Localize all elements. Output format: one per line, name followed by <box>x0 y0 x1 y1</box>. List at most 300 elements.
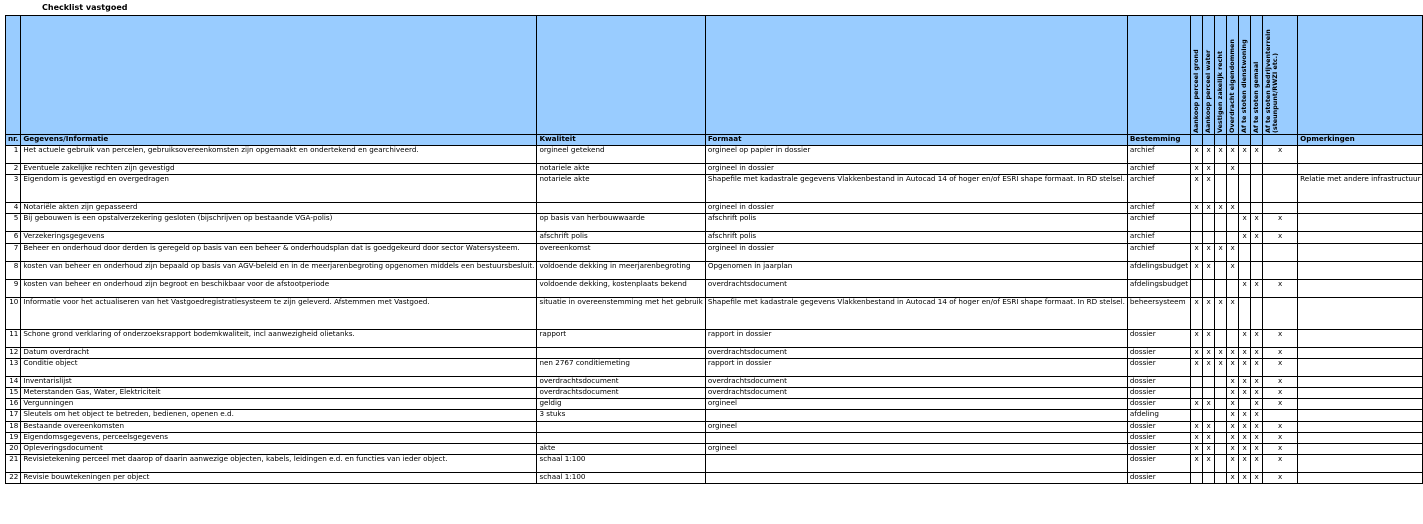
cell-check-5[interactable]: x <box>1251 329 1263 347</box>
cell-check-1[interactable]: x <box>1203 146 1215 164</box>
cell-check-1[interactable]: x <box>1203 203 1215 214</box>
cell-bestemming[interactable]: archief <box>1127 164 1190 175</box>
cell-check-0[interactable]: x <box>1191 358 1203 376</box>
cell-formaat[interactable]: Shapefile met kadastrale gegevens Vlakkenbestand in Autocad 14 of hoger en/of ESRI shape formaat. In RD stelsel. <box>705 175 1127 203</box>
cell-check-6[interactable]: x <box>1263 455 1298 473</box>
cell-nr[interactable]: 9 <box>6 279 21 297</box>
cell-opmerkingen[interactable] <box>1298 329 1423 347</box>
cell-check-4[interactable] <box>1239 261 1251 279</box>
cell-check-3[interactable]: x <box>1227 376 1239 387</box>
cell-check-3[interactable]: x <box>1227 421 1239 432</box>
cell-check-2[interactable] <box>1215 232 1227 243</box>
header-kwaliteit: Kwaliteit <box>537 135 705 146</box>
cell-kwaliteit[interactable]: voldoende dekking in meerjarenbegroting <box>537 261 705 279</box>
cell-formaat[interactable] <box>705 473 1127 484</box>
cell-kwaliteit[interactable]: schaal 1:100 <box>537 455 705 473</box>
cell-formaat[interactable]: orgineel in dossier <box>705 203 1127 214</box>
cell-gegevens[interactable]: Inventarislijst <box>21 376 537 387</box>
cell-opmerkingen[interactable] <box>1298 279 1423 297</box>
cell-kwaliteit[interactable]: schaal 1:100 <box>537 473 705 484</box>
cell-check-2[interactable]: x <box>1215 358 1227 376</box>
cell-check-6[interactable] <box>1263 164 1298 175</box>
cell-check-3[interactable]: x <box>1227 243 1239 261</box>
cell-bestemming[interactable]: archief <box>1127 175 1190 203</box>
cell-check-6[interactable]: x <box>1263 473 1298 484</box>
cell-check-5[interactable]: x <box>1251 443 1263 454</box>
header-check-3: Overdracht eigendommen <box>1227 16 1239 135</box>
cell-check-1[interactable]: x <box>1203 261 1215 279</box>
cell-nr[interactable]: 5 <box>6 214 21 232</box>
cell-formaat[interactable]: Opgenomen in jaarplan <box>705 261 1127 279</box>
cell-check-0[interactable] <box>1191 410 1203 421</box>
cell-opmerkingen[interactable] <box>1298 261 1423 279</box>
cell-check-2[interactable]: x <box>1215 347 1227 358</box>
cell-opmerkingen[interactable] <box>1298 358 1423 376</box>
cell-check-3[interactable]: x <box>1227 432 1239 443</box>
table-row <box>6 347 1423 358</box>
cell-check-4[interactable]: x <box>1239 329 1251 347</box>
header-nr: nr. <box>6 135 21 146</box>
cell-check-3[interactable]: x <box>1227 399 1239 410</box>
cell-bestemming[interactable]: dossier <box>1127 473 1190 484</box>
cell-check-5[interactable] <box>1251 164 1263 175</box>
cell-check-4[interactable] <box>1239 399 1251 410</box>
cell-check-5[interactable]: x <box>1251 358 1263 376</box>
cell-gegevens[interactable]: Bestaande overeenkomsten <box>21 421 537 432</box>
table-row <box>6 421 1423 432</box>
cell-check-0[interactable] <box>1191 387 1203 398</box>
cell-formaat[interactable]: orgineel in dossier <box>705 164 1127 175</box>
cell-formaat[interactable]: orgineel <box>705 421 1127 432</box>
cell-kwaliteit[interactable]: situatie in overeenstemming met het gebruik <box>537 297 705 329</box>
cell-check-1[interactable]: x <box>1203 399 1215 410</box>
cell-kwaliteit[interactable]: op basis van herbouwwaarde <box>537 214 705 232</box>
cell-check-0[interactable] <box>1191 376 1203 387</box>
cell-formaat[interactable]: orgineel op papier in dossier <box>705 146 1127 164</box>
cell-nr[interactable]: 15 <box>6 387 21 398</box>
cell-check-6[interactable]: x <box>1263 399 1298 410</box>
cell-check-6[interactable] <box>1263 410 1298 421</box>
cell-kwaliteit[interactable]: notariele akte <box>537 175 705 203</box>
cell-check-4[interactable] <box>1239 203 1251 214</box>
cell-nr[interactable]: 1 <box>6 146 21 164</box>
cell-check-3[interactable] <box>1227 279 1239 297</box>
cell-check-4[interactable]: x <box>1239 358 1251 376</box>
cell-check-1[interactable]: x <box>1203 243 1215 261</box>
cell-check-3[interactable]: x <box>1227 387 1239 398</box>
cell-bestemming[interactable]: dossier <box>1127 329 1190 347</box>
cell-formaat[interactable]: orgineel <box>705 399 1127 410</box>
cell-check-0[interactable]: x <box>1191 455 1203 473</box>
cell-check-2[interactable] <box>1215 455 1227 473</box>
cell-kwaliteit[interactable]: overeenkomst <box>537 243 705 261</box>
cell-check-6[interactable] <box>1263 261 1298 279</box>
cell-bestemming[interactable]: dossier <box>1127 455 1190 473</box>
cell-gegevens[interactable]: Eigendomsgegevens, perceelsgegevens <box>21 432 537 443</box>
cell-kwaliteit[interactable]: notariele akte <box>537 164 705 175</box>
cell-kwaliteit[interactable]: overdrachtsdocument <box>537 387 705 398</box>
cell-check-1[interactable]: x <box>1203 443 1215 454</box>
cell-gegevens[interactable]: Datum overdracht <box>21 347 537 358</box>
cell-check-6[interactable]: x <box>1263 432 1298 443</box>
cell-nr[interactable]: 4 <box>6 203 21 214</box>
cell-formaat[interactable]: rapport in dossier <box>705 358 1127 376</box>
cell-gegevens[interactable]: Conditie object <box>21 358 537 376</box>
cell-check-0[interactable]: x <box>1191 347 1203 358</box>
cell-check-4[interactable] <box>1239 175 1251 203</box>
cell-check-4[interactable] <box>1239 297 1251 329</box>
cell-check-1[interactable]: x <box>1203 455 1215 473</box>
cell-check-5[interactable]: x <box>1251 399 1263 410</box>
cell-check-1[interactable] <box>1203 232 1215 243</box>
cell-bestemming[interactable]: archief <box>1127 146 1190 164</box>
cell-gegevens[interactable]: Vergunningen <box>21 399 537 410</box>
header-check-5: Af te stoten gemaal <box>1251 16 1263 135</box>
cell-check-2[interactable] <box>1215 421 1227 432</box>
cell-bestemming[interactable]: dossier <box>1127 387 1190 398</box>
cell-check-4[interactable]: x <box>1239 279 1251 297</box>
cell-gegevens[interactable]: Bij gebouwen is een opstalverzekering gesloten (bijschrijven op bestaande VGA-polis) <box>21 214 537 232</box>
cell-check-1[interactable]: x <box>1203 164 1215 175</box>
cell-check-4[interactable]: x <box>1239 376 1251 387</box>
cell-check-0[interactable]: x <box>1191 175 1203 203</box>
cell-check-2[interactable]: x <box>1215 146 1227 164</box>
cell-check-1[interactable] <box>1203 410 1215 421</box>
cell-check-0[interactable]: x <box>1191 399 1203 410</box>
cell-check-2[interactable]: x <box>1215 203 1227 214</box>
cell-check-4[interactable]: x <box>1239 387 1251 398</box>
cell-gegevens[interactable]: Verzekeringsgegevens <box>21 232 537 243</box>
cell-bestemming[interactable]: afdelingsbudget <box>1127 279 1190 297</box>
cell-check-3[interactable]: x <box>1227 164 1239 175</box>
cell-nr[interactable]: 10 <box>6 297 21 329</box>
cell-check-2[interactable] <box>1215 214 1227 232</box>
cell-gegevens[interactable]: kosten van beheer en onderhoud zijn begroot en beschikbaar voor de afstootperiode <box>21 279 537 297</box>
cell-check-4[interactable]: x <box>1239 347 1251 358</box>
cell-check-2[interactable] <box>1215 473 1227 484</box>
cell-opmerkingen[interactable] <box>1298 146 1423 164</box>
cell-formaat[interactable]: overdrachtsdocument <box>705 376 1127 387</box>
cell-check-5[interactable] <box>1251 297 1263 329</box>
header-check-6: Af te stoten bedrijventerrein (steunpunt/RWZI etc.) <box>1263 16 1298 135</box>
cell-check-5[interactable]: x <box>1251 232 1263 243</box>
cell-opmerkingen[interactable] <box>1298 232 1423 243</box>
cell-bestemming[interactable]: dossier <box>1127 399 1190 410</box>
cell-check-5[interactable]: x <box>1251 455 1263 473</box>
cell-check-1[interactable]: x <box>1203 421 1215 432</box>
cell-kwaliteit[interactable] <box>537 203 705 214</box>
cell-check-1[interactable] <box>1203 376 1215 387</box>
cell-gegevens[interactable]: Notariële akten zijn gepasseerd <box>21 203 537 214</box>
cell-opmerkingen[interactable] <box>1298 399 1423 410</box>
cell-kwaliteit[interactable]: nen 2767 conditiemeting <box>537 358 705 376</box>
cell-check-0[interactable]: x <box>1191 203 1203 214</box>
cell-check-6[interactable]: x <box>1263 376 1298 387</box>
cell-check-6[interactable]: x <box>1263 214 1298 232</box>
cell-check-3[interactable] <box>1227 329 1239 347</box>
cell-check-3[interactable]: x <box>1227 455 1239 473</box>
cell-opmerkingen[interactable] <box>1298 473 1423 484</box>
cell-gegevens[interactable]: Revisietekening perceel met daarop of daarin aanwezige objecten, kabels, leidingen e.d. en functies van ieder object. <box>21 455 537 473</box>
cell-nr[interactable]: 7 <box>6 243 21 261</box>
cell-bestemming[interactable]: dossier <box>1127 421 1190 432</box>
cell-nr[interactable]: 2 <box>6 164 21 175</box>
cell-check-4[interactable]: x <box>1239 443 1251 454</box>
cell-bestemming[interactable]: afdelingsbudget <box>1127 261 1190 279</box>
cell-check-3[interactable]: x <box>1227 410 1239 421</box>
cell-check-4[interactable]: x <box>1239 146 1251 164</box>
cell-check-5[interactable]: x <box>1251 214 1263 232</box>
cell-kwaliteit[interactable]: rapport <box>537 329 705 347</box>
cell-check-4[interactable]: x <box>1239 214 1251 232</box>
cell-check-1[interactable]: x <box>1203 329 1215 347</box>
cell-bestemming[interactable]: dossier <box>1127 432 1190 443</box>
cell-kwaliteit[interactable] <box>537 421 705 432</box>
cell-kwaliteit[interactable]: geldig <box>537 399 705 410</box>
cell-check-2[interactable]: x <box>1215 297 1227 329</box>
cell-bestemming[interactable]: archief <box>1127 203 1190 214</box>
cell-check-0[interactable] <box>1191 214 1203 232</box>
cell-check-6[interactable]: x <box>1263 421 1298 432</box>
cell-check-1[interactable]: x <box>1203 175 1215 203</box>
cell-formaat[interactable]: overdrachtsdocument <box>705 279 1127 297</box>
cell-formaat[interactable]: afschrift polis <box>705 214 1127 232</box>
cell-opmerkingen[interactable] <box>1298 432 1423 443</box>
cell-check-2[interactable] <box>1215 376 1227 387</box>
cell-check-5[interactable]: x <box>1251 279 1263 297</box>
cell-formaat[interactable]: overdrachtsdocument <box>705 387 1127 398</box>
cell-check-1[interactable] <box>1203 387 1215 398</box>
cell-check-5[interactable]: x <box>1251 421 1263 432</box>
cell-opmerkingen[interactable] <box>1298 455 1423 473</box>
cell-check-6[interactable]: x <box>1263 387 1298 398</box>
cell-gegevens[interactable]: Eventuele zakelijke rechten zijn gevestigd <box>21 164 537 175</box>
table-row <box>6 175 1423 203</box>
cell-bestemming[interactable]: dossier <box>1127 358 1190 376</box>
cell-opmerkingen[interactable] <box>1298 164 1423 175</box>
cell-check-2[interactable] <box>1215 387 1227 398</box>
cell-check-4[interactable]: x <box>1239 421 1251 432</box>
cell-gegevens[interactable]: Opleveringsdocument <box>21 443 537 454</box>
cell-kwaliteit[interactable] <box>537 432 705 443</box>
cell-nr[interactable]: 3 <box>6 175 21 203</box>
cell-opmerkingen[interactable] <box>1298 297 1423 329</box>
cell-formaat[interactable] <box>705 455 1127 473</box>
cell-nr[interactable]: 14 <box>6 376 21 387</box>
cell-check-6[interactable] <box>1263 203 1298 214</box>
table-row <box>6 432 1423 443</box>
cell-check-4[interactable]: x <box>1239 455 1251 473</box>
cell-check-1[interactable]: x <box>1203 432 1215 443</box>
cell-check-1[interactable]: x <box>1203 358 1215 376</box>
cell-check-2[interactable] <box>1215 443 1227 454</box>
cell-kwaliteit[interactable]: 3 stuks <box>537 410 705 421</box>
cell-check-0[interactable]: x <box>1191 243 1203 261</box>
cell-check-2[interactable] <box>1215 261 1227 279</box>
cell-formaat[interactable]: overdrachtsdocument <box>705 347 1127 358</box>
cell-opmerkingen[interactable] <box>1298 410 1423 421</box>
cell-check-6[interactable]: x <box>1263 146 1298 164</box>
cell-check-2[interactable] <box>1215 410 1227 421</box>
cell-opmerkingen[interactable] <box>1298 387 1423 398</box>
cell-check-4[interactable]: x <box>1239 410 1251 421</box>
cell-kwaliteit[interactable]: akte <box>537 443 705 454</box>
cell-formaat[interactable]: afschrift polis <box>705 232 1127 243</box>
cell-check-2[interactable] <box>1215 329 1227 347</box>
table-row <box>6 329 1423 347</box>
cell-check-3[interactable]: x <box>1227 443 1239 454</box>
table-row <box>6 261 1423 279</box>
cell-formaat[interactable]: orgineel <box>705 443 1127 454</box>
cell-gegevens[interactable]: Het actuele gebruik van percelen, gebruiksovereenkomsten zijn opgemaakt en ondertekend en gearchiveerd. <box>21 146 537 164</box>
cell-check-1[interactable] <box>1203 214 1215 232</box>
cell-check-3[interactable] <box>1227 214 1239 232</box>
cell-opmerkingen[interactable] <box>1298 214 1423 232</box>
cell-bestemming[interactable]: dossier <box>1127 443 1190 454</box>
cell-check-1[interactable] <box>1203 473 1215 484</box>
cell-opmerkingen[interactable]: Relatie met andere infrastructuur <box>1298 175 1423 203</box>
cell-nr[interactable]: 13 <box>6 358 21 376</box>
cell-opmerkingen[interactable] <box>1298 347 1423 358</box>
cell-check-4[interactable] <box>1239 243 1251 261</box>
cell-check-0[interactable]: x <box>1191 261 1203 279</box>
cell-check-5[interactable]: x <box>1251 387 1263 398</box>
cell-check-1[interactable]: x <box>1203 347 1215 358</box>
cell-gegevens[interactable]: Informatie voor het actualiseren van het Vastgoedregistratiesysteem te zijn geleverd. Afstemmen met Vastgoed. <box>21 297 537 329</box>
cell-check-4[interactable] <box>1239 164 1251 175</box>
cell-check-5[interactable]: x <box>1251 347 1263 358</box>
cell-nr[interactable]: 11 <box>6 329 21 347</box>
cell-nr[interactable]: 12 <box>6 347 21 358</box>
cell-check-5[interactable] <box>1251 175 1263 203</box>
cell-check-5[interactable] <box>1251 243 1263 261</box>
cell-check-0[interactable]: x <box>1191 443 1203 454</box>
cell-check-5[interactable]: x <box>1251 146 1263 164</box>
cell-check-6[interactable]: x <box>1263 443 1298 454</box>
checklist-table <box>5 15 1423 484</box>
cell-gegevens[interactable]: kosten van beheer en onderhoud zijn bepaald op basis van AGV-beleid en in de meerjarenbegroting opgenomen middels een bestuursbesluit. <box>21 261 537 279</box>
cell-check-3[interactable]: x <box>1227 297 1239 329</box>
cell-opmerkingen[interactable] <box>1298 203 1423 214</box>
cell-gegevens[interactable]: Beheer en onderhoud door derden is geregeld op basis van een beheer & onderhoudsplan dat is goedgekeurd door sector Watersysteem. <box>21 243 537 261</box>
cell-check-5[interactable]: x <box>1251 432 1263 443</box>
cell-nr[interactable]: 22 <box>6 473 21 484</box>
cell-check-0[interactable] <box>1191 473 1203 484</box>
cell-nr[interactable]: 6 <box>6 232 21 243</box>
cell-check-4[interactable]: x <box>1239 432 1251 443</box>
cell-opmerkingen[interactable] <box>1298 443 1423 454</box>
cell-gegevens[interactable]: Sleutels om het object te betreden, bedienen, openen e.d. <box>21 410 537 421</box>
cell-kwaliteit[interactable] <box>537 347 705 358</box>
cell-nr[interactable]: 16 <box>6 399 21 410</box>
cell-kwaliteit[interactable]: overdrachtsdocument <box>537 376 705 387</box>
cell-check-5[interactable] <box>1251 261 1263 279</box>
cell-check-0[interactable] <box>1191 279 1203 297</box>
cell-bestemming[interactable]: archief <box>1127 214 1190 232</box>
cell-check-0[interactable]: x <box>1191 421 1203 432</box>
cell-nr[interactable]: 18 <box>6 421 21 432</box>
cell-check-3[interactable]: x <box>1227 146 1239 164</box>
cell-check-1[interactable] <box>1203 279 1215 297</box>
cell-nr[interactable]: 20 <box>6 443 21 454</box>
cell-kwaliteit[interactable]: afschrift polis <box>537 232 705 243</box>
cell-check-3[interactable]: x <box>1227 358 1239 376</box>
cell-formaat[interactable]: Shapefile met kadastrale gegevens Vlakkenbestand in Autocad 14 of hoger en/of ESRI shape formaat. In RD stelsel. <box>705 297 1127 329</box>
cell-check-2[interactable] <box>1215 164 1227 175</box>
cell-check-6[interactable] <box>1263 243 1298 261</box>
cell-gegevens[interactable]: Eigendom is gevestigd en overgedragen <box>21 175 537 203</box>
cell-nr[interactable]: 21 <box>6 455 21 473</box>
cell-formaat[interactable]: orgineel in dossier <box>705 243 1127 261</box>
cell-bestemming[interactable]: beheersysteem <box>1127 297 1190 329</box>
cell-check-2[interactable] <box>1215 279 1227 297</box>
cell-check-2[interactable] <box>1215 432 1227 443</box>
cell-opmerkingen[interactable] <box>1298 421 1423 432</box>
cell-check-6[interactable]: x <box>1263 329 1298 347</box>
cell-check-0[interactable]: x <box>1191 146 1203 164</box>
cell-check-6[interactable]: x <box>1263 232 1298 243</box>
cell-check-5[interactable]: x <box>1251 376 1263 387</box>
cell-check-6[interactable]: x <box>1263 279 1298 297</box>
cell-check-2[interactable]: x <box>1215 243 1227 261</box>
cell-nr[interactable]: 19 <box>6 432 21 443</box>
cell-nr[interactable]: 17 <box>6 410 21 421</box>
cell-bestemming[interactable]: archief <box>1127 243 1190 261</box>
cell-check-6[interactable] <box>1263 175 1298 203</box>
cell-check-5[interactable]: x <box>1251 410 1263 421</box>
cell-check-0[interactable]: x <box>1191 297 1203 329</box>
cell-check-2[interactable] <box>1215 399 1227 410</box>
cell-nr[interactable]: 8 <box>6 261 21 279</box>
cell-check-4[interactable]: x <box>1239 232 1251 243</box>
cell-kwaliteit[interactable]: voldoende dekking, kostenplaats bekend <box>537 279 705 297</box>
cell-check-3[interactable]: x <box>1227 473 1239 484</box>
cell-check-4[interactable]: x <box>1239 473 1251 484</box>
cell-check-3[interactable] <box>1227 232 1239 243</box>
cell-check-3[interactable]: x <box>1227 347 1239 358</box>
cell-check-2[interactable] <box>1215 175 1227 203</box>
cell-formaat[interactable] <box>705 432 1127 443</box>
cell-check-6[interactable]: x <box>1263 347 1298 358</box>
cell-check-0[interactable] <box>1191 232 1203 243</box>
cell-opmerkingen[interactable] <box>1298 376 1423 387</box>
cell-formaat[interactable] <box>705 410 1127 421</box>
cell-check-3[interactable]: x <box>1227 203 1239 214</box>
cell-check-6[interactable]: x <box>1263 358 1298 376</box>
cell-gegevens[interactable]: Meterstanden Gas, Water, Elektriciteit <box>21 387 537 398</box>
cell-check-5[interactable]: x <box>1251 473 1263 484</box>
table-row <box>6 243 1423 261</box>
cell-check-0[interactable]: x <box>1191 432 1203 443</box>
cell-check-0[interactable]: x <box>1191 164 1203 175</box>
cell-kwaliteit[interactable]: orgineel getekend <box>537 146 705 164</box>
cell-bestemming[interactable]: afdeling <box>1127 410 1190 421</box>
cell-gegevens[interactable]: Revisie bouwtekeningen per object <box>21 473 537 484</box>
cell-check-0[interactable]: x <box>1191 329 1203 347</box>
cell-bestemming[interactable]: archief <box>1127 232 1190 243</box>
cell-check-5[interactable] <box>1251 203 1263 214</box>
cell-check-6[interactable] <box>1263 297 1298 329</box>
cell-bestemming[interactable]: dossier <box>1127 376 1190 387</box>
cell-check-3[interactable]: x <box>1227 261 1239 279</box>
cell-bestemming[interactable]: dossier <box>1127 347 1190 358</box>
cell-gegevens[interactable]: Schone grond verklaring of onderzoeksrapport bodemkwaliteit, incl aanwezigheid olietanks. <box>21 329 537 347</box>
cell-check-1[interactable]: x <box>1203 297 1215 329</box>
cell-check-3[interactable] <box>1227 175 1239 203</box>
cell-formaat[interactable]: rapport in dossier <box>705 329 1127 347</box>
table-row <box>6 214 1423 232</box>
cell-opmerkingen[interactable] <box>1298 243 1423 261</box>
